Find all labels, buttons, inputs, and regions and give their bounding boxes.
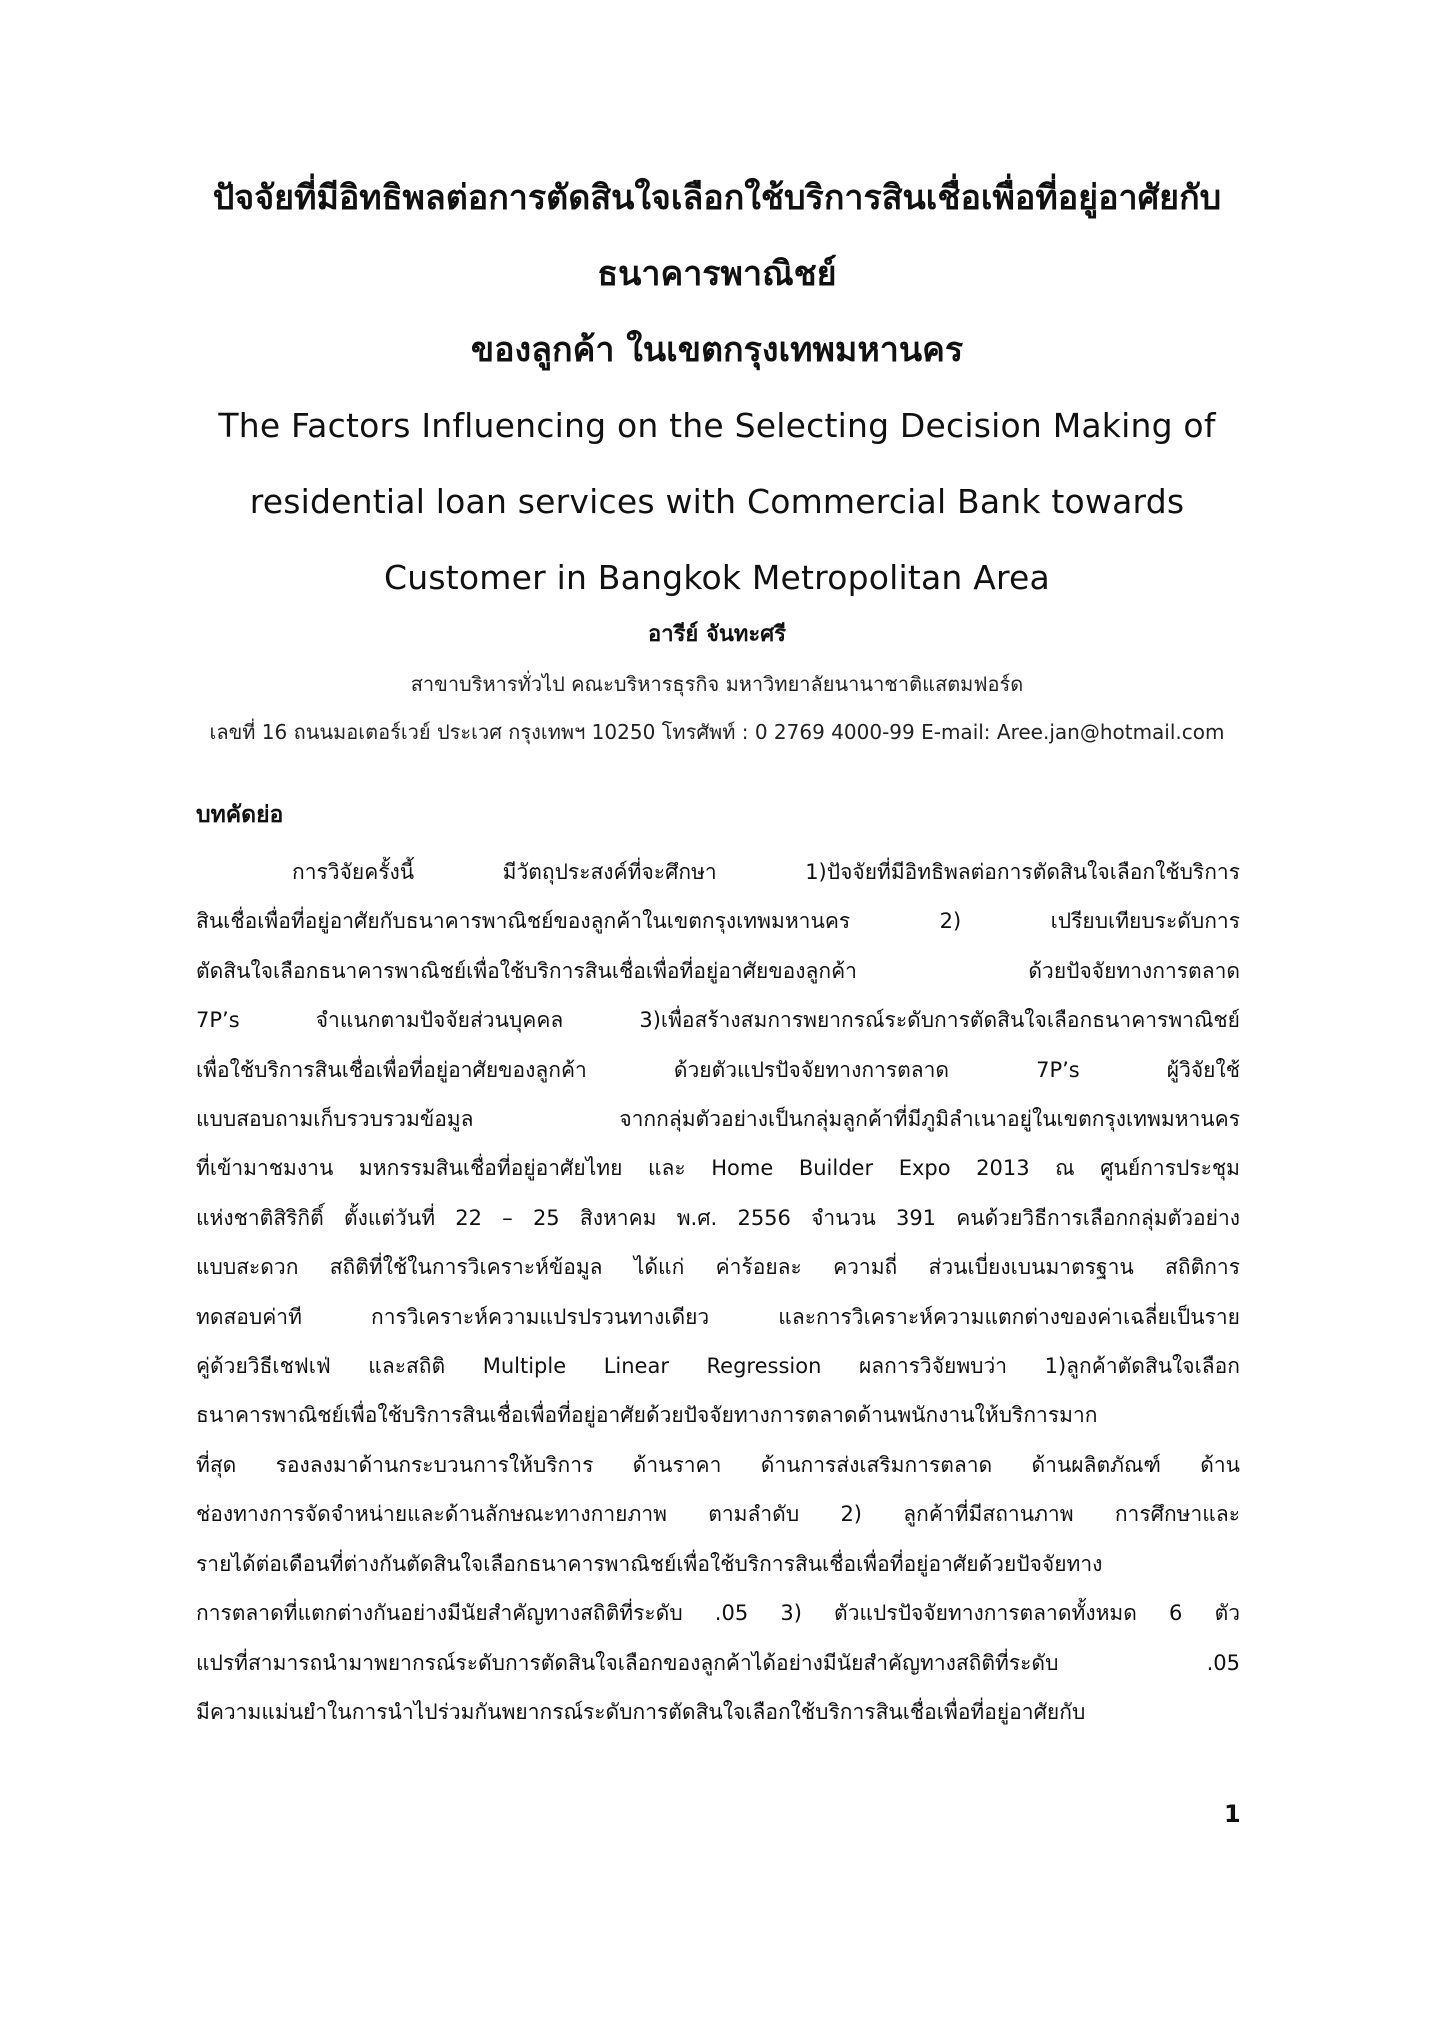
thai-title-line-1: ปัจจัยที่มีอิทธิพลต่อการตัดสินใจเลือกใช้บริการสินเชื่อเพื่อที่อยู่อาศัยกับ: [212, 178, 1222, 218]
thai-title-line-2: ธนาคารพาณิชย์: [597, 254, 837, 294]
abstract-line: เพื่อใช้บริการสินเชื่อเพื่อที่อยู่อาศัยของลูกค้า ด้วยตัวแปรปัจจัยทางการตลาด 7P’s ผู้วิจัยใช้: [196, 1057, 1240, 1082]
title-block: [160, 160, 1274, 616]
abstract-heading: บทคัดย่อ: [196, 802, 284, 828]
author-block: [160, 610, 1274, 756]
abstract-body: [196, 848, 1240, 1737]
abstract-line: การวิจัยครั้งนี้ มีวัตถุประสงค์ที่จะศึกษา 1)ปัจจัยที่มีอิทธิพลต่อการตัดสินใจเลือกใช้บริการ: [292, 860, 1240, 884]
abstract-line: ที่สุด รองลงมาด้านกระบวนการให้บริการ ด้านราคา ด้านการส่งเสริมการตลาด ด้านผลิตภัณฑ์ ด้าน: [196, 1452, 1240, 1477]
english-title-line-3: Customer in Bangkok Metropolitan Area: [384, 558, 1050, 597]
page-number: 1: [1224, 1800, 1241, 1828]
abstract-line: ตัดสินใจเลือกธนาคารพาณิชย์เพื่อใช้บริการสินเชื่อเพื่อที่อยู่อาศัยของลูกค้า ด้วยปัจจัยทางการตลาด: [196, 958, 1240, 983]
abstract-line: สินเชื่อเพื่อที่อยู่อาศัยกับธนาคารพาณิชย์ของลูกค้าในเขตกรุงเทพมหานคร 2) เปรียบเทียบระดับการ: [196, 909, 1240, 934]
author-name: อารีย์ จันทะศรี: [648, 622, 786, 647]
abstract-line: 7P’s จำแนกตามปัจจัยส่วนบุคคล 3)เพื่อสร้างสมการพยากรณ์ระดับการตัดสินใจเลือกธนาคารพาณิชย์: [196, 1008, 1240, 1033]
abstract-line: ทดสอบค่าที การวิเคราะห์ความแปรปรวนทางเดียว และการวิเคราะห์ความแตกต่างของค่าเฉลี่ยเป็นราย: [196, 1304, 1240, 1329]
author-address: เลขที่ 16 ถนนมอเตอร์เวย์ ประเวศ กรุงเทพฯ 10250 โทรศัพท์ : 0 2769 4000-99 E-mail: Aree.jan@hotmail.com: [209, 720, 1225, 744]
abstract-line: ที่เข้ามาชมงาน มหกรรมสินเชื่อที่อยู่อาศัยไทย และ Home Builder Expo 2013 ณ ศูนย์การประชุม: [196, 1156, 1240, 1181]
abstract-line: คู่ด้วยวิธีเชฟเฟ่ และสถิติ Multiple Linear Regression ผลการวิจัยพบว่า 1)ลูกค้าตัดสินใจเลือก: [196, 1354, 1240, 1379]
abstract-line: การตลาดที่แตกต่างกันอย่างมีนัยสำคัญทางสถิติที่ระดับ .05 3) ตัวแปรปัจจัยทางการตลาดทั้งหมด 6 ตัว: [196, 1601, 1240, 1626]
abstract-line: รายได้ต่อเดือนที่ต่างกันตัดสินใจเลือกธนาคารพาณิชย์เพื่อใช้บริการสินเชื่อเพื่อที่อยู่อาศัยด้วยปัจจัยทาง: [196, 1551, 1103, 1576]
abstract-line: แปรที่สามารถนำมาพยากรณ์ระดับการตัดสินใจเลือกของลูกค้าได้อย่างมีนัยสำคัญทางสถิติที่ระดับ .05: [196, 1650, 1240, 1675]
english-title-line-2: residential loan services with Commercial Bank towards: [249, 482, 1185, 521]
author-affiliation: สาขาบริหารทั่วไป คณะบริหารธุรกิจ มหาวิทยาลัยนานาชาติแสตมฟอร์ด: [410, 672, 1024, 696]
thai-title-line-3: ของลูกค้า ในเขตกรุงเทพมหานคร: [470, 330, 964, 370]
abstract-line: มีความแม่นยำในการนำไปร่วมกันพยากรณ์ระดับการตัดสินใจเลือกใช้บริการสินเชื่อเพื่อที่อยู่อาศัยกับ: [196, 1699, 1086, 1724]
abstract-line: ธนาคารพาณิชย์เพื่อใช้บริการสินเชื่อเพื่อที่อยู่อาศัยด้วยปัจจัยทางการตลาดด้านพนักงานให้บริการมาก: [196, 1403, 1098, 1428]
abstract-line: แห่งชาติสิริกิติ์ ตั้งแต่วันที่ 22 – 25 สิงหาคม พ.ศ. 2556 จำนวน 391 คนด้วยวิธีการเลือกกลุ่มตัวอย่าง: [196, 1205, 1240, 1230]
abstract-line: ช่องทางการจัดจำหน่ายและด้านลักษณะทางกายภาพ ตามลำดับ 2) ลูกค้าที่มีสถานภาพ การศึกษาและ: [196, 1502, 1240, 1527]
abstract-line: แบบสะดวก สถิติที่ใช้ในการวิเคราะห์ข้อมูล ได้แก่ ค่าร้อยละ ความถี่ ส่วนเบี่ยงเบนมาตรฐาน สถิติการ: [196, 1255, 1240, 1280]
english-title-line-1: The Factors Influencing on the Selecting Decision Making of: [218, 406, 1216, 445]
abstract-line: แบบสอบถามเก็บรวบรวมข้อมูล จากกลุ่มตัวอย่างเป็นกลุ่มลูกค้าที่มีภูมิลำเนาอยู่ในเขตกรุงเทพมหานคร: [196, 1107, 1240, 1132]
